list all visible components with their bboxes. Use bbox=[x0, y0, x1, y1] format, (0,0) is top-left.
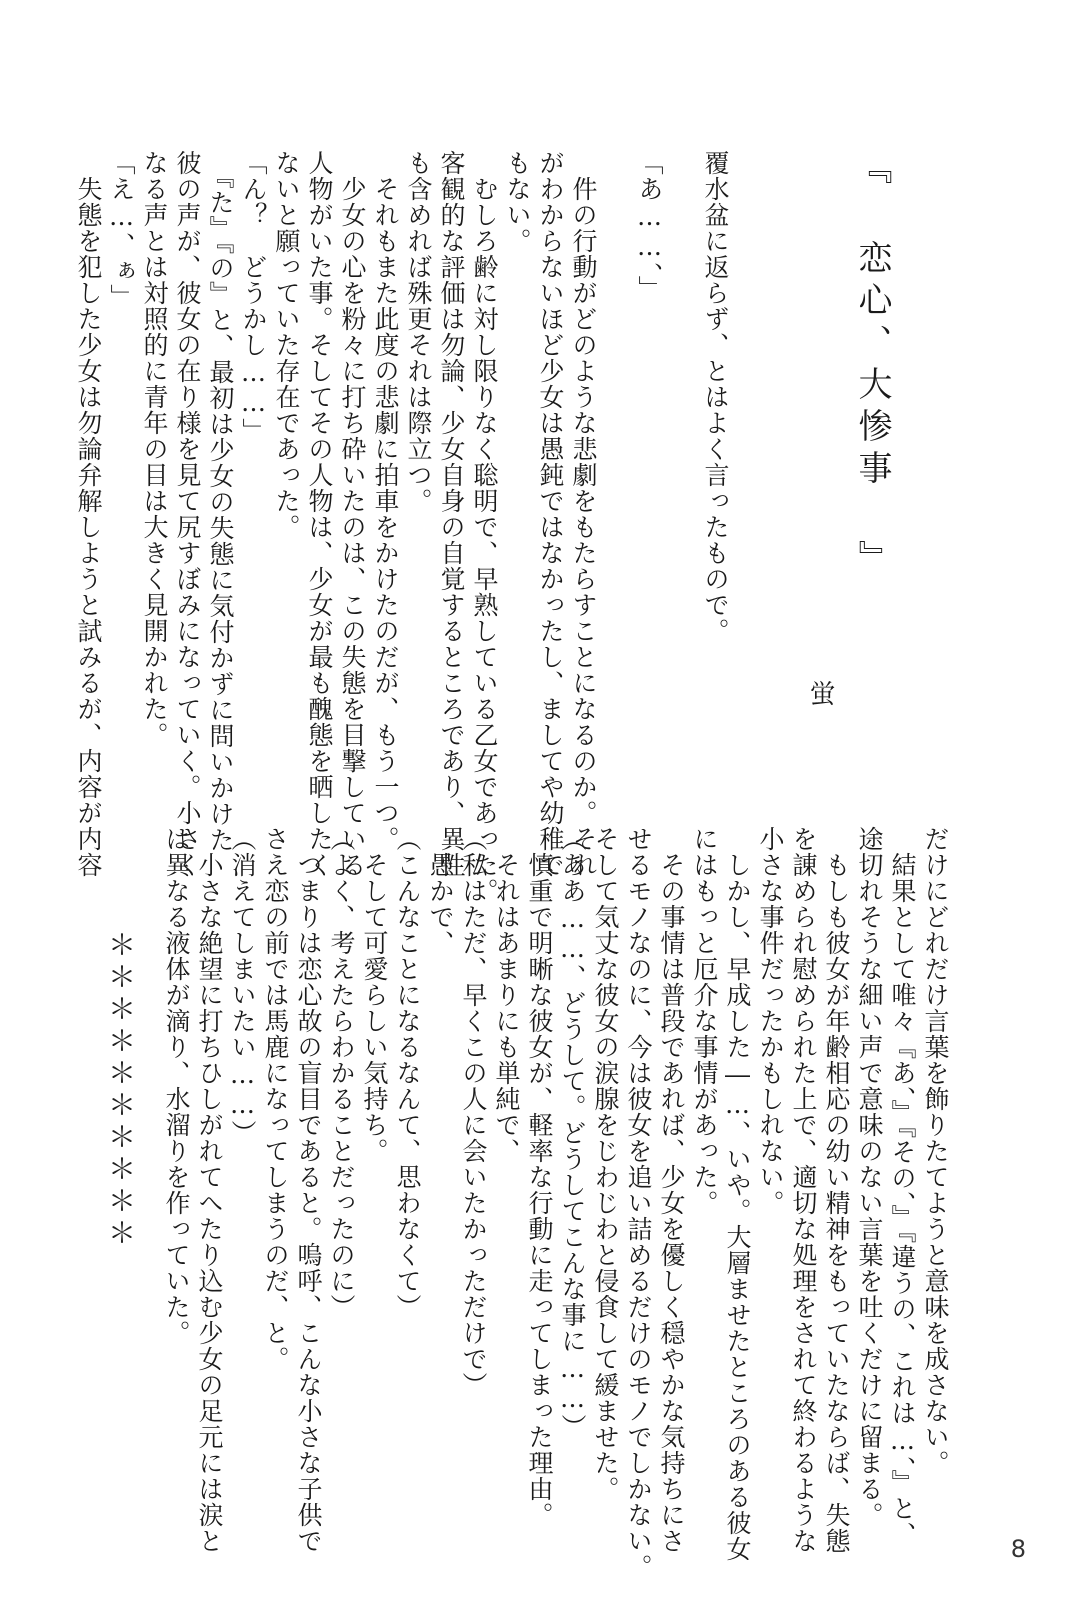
text-line: その事情は普段であれば、少女を優しく穏やかな気持ちにさ bbox=[657, 826, 686, 1554]
text-line: （こんなことになるなんて、思わなくて） bbox=[393, 826, 422, 1320]
text-line: もしも彼女が年齢相応の幼い精神をもっていたならば、失態 bbox=[822, 826, 851, 1554]
text-line: 『た』『の』と、最初は少女の失態に気付かずに問いかけた bbox=[206, 150, 235, 853]
text-line: 少女の心を粉々に打ち砕いたのは、この失態を目撃している bbox=[338, 150, 367, 878]
text-line: を諌められ慰められた上で、適切な処理をされて終わるような bbox=[789, 826, 818, 1554]
text-line bbox=[600, 150, 633, 780]
text-line: そして可愛らしい気持ち。 bbox=[360, 826, 389, 1164]
text-line: 「ん？ どうかし……」 bbox=[239, 150, 268, 444]
text-line: 人物がいた事。そしてその人物は、少女が最も醜態を晒したく bbox=[305, 150, 334, 878]
text-line: 途切れそうな細い声で意味のない言葉を吐くだけに留まる。 bbox=[855, 826, 884, 1528]
text-line: も含めれば殊更それは際立つ。 bbox=[404, 150, 433, 514]
text-line: 客観的な評価は勿論、少女自身の自覚するところであり、異性 bbox=[437, 150, 466, 878]
author-name: 蛍 bbox=[805, 680, 835, 706]
text-line: だけにどれだけ言葉を飾りたてようと意味を成さない。 bbox=[921, 826, 950, 1476]
text-line: （消えてしまいたい……） bbox=[228, 826, 257, 1146]
text-line: 愚かで、 bbox=[426, 826, 455, 956]
text-line: は異なる液体が滴り、水溜りを作っていた。 bbox=[162, 826, 191, 1346]
text-line: せるモノなのに、今は彼女を追い詰めるだけのモノでしかない。 bbox=[624, 826, 653, 1580]
text-line bbox=[666, 150, 699, 780]
text-line: 小さな絶望に打ちひしがれてへたり込む少女の足元には涙と bbox=[195, 826, 224, 1554]
text-line: 彼の声が、彼女の在り様を見て尻すぼみになっていく。小さく bbox=[173, 150, 202, 878]
section-separator: ＊＊＊＊＊＊＊＊＊＊ bbox=[104, 930, 137, 1250]
page-number: 8 bbox=[1010, 1535, 1026, 1563]
text-line: （私はただ、早くこの人に会いたかっただけで） bbox=[459, 826, 488, 1398]
text-line: 「え…、ぁ」 bbox=[107, 150, 136, 310]
text-line: （ああ……、どうして。どうしてこんな事に……） bbox=[558, 826, 587, 1440]
text-line: 「あ……、」 bbox=[635, 150, 664, 302]
text-line: 小さな事件だったかもしれない。 bbox=[756, 826, 785, 1216]
text-line: そして気丈な彼女の涙腺をじわじわと侵食して緩ませた。 bbox=[591, 826, 620, 1502]
story-title: 『 恋心、大惨事 』 bbox=[852, 150, 892, 582]
text-line: それもまた此度の悲劇に拍車をかけたのだが、もう一つ。 bbox=[371, 150, 400, 852]
text-line: 件の行動がどのような悲劇をもたらすことになるのか。それ bbox=[569, 150, 598, 878]
text-line: なる声とは対照的に青年の目は大きく見開かれた。 bbox=[140, 150, 169, 748]
text-line: （よく、考えたらわかることだったのに） bbox=[327, 826, 356, 1320]
text-line: もない。 bbox=[503, 150, 532, 254]
text-line: むしろ齢に対し限りなく聡明で、早熟している乙女であった。 bbox=[470, 150, 499, 904]
text-line: それはあまりにも単純で、 bbox=[492, 826, 521, 1164]
lower-text-block bbox=[112, 826, 952, 1580]
text-line: さえ恋の前では馬鹿になってしまうのだ、と。 bbox=[261, 826, 290, 1372]
text-line: 結果として唯々『あ、』『その、』『違うの、これは…、』と、 bbox=[888, 826, 917, 1548]
text-line: ないと願っていた存在であった。 bbox=[272, 150, 301, 540]
text-line: しかし、早成した―…、いや。大層ませたところのある彼女 bbox=[723, 826, 752, 1562]
text-line: にはもっと厄介な事情があった。 bbox=[690, 826, 719, 1216]
text-line: 覆水盆に返らず、とはよく言ったもので。 bbox=[701, 150, 730, 644]
text-line: つまりは恋心故の盲目であると。嗚呼、こんな小さな子供で bbox=[294, 826, 323, 1554]
text-line: がわからないほど少女は愚鈍ではなかったし、ましてや幼稚で bbox=[536, 150, 565, 878]
text-line: 慎重で明晰な彼女が、軽率な行動に走ってしまった理由。 bbox=[525, 826, 554, 1528]
text-line: 失態を犯した少女は勿論弁解しようと試みるが、内容が内容 bbox=[74, 150, 103, 878]
